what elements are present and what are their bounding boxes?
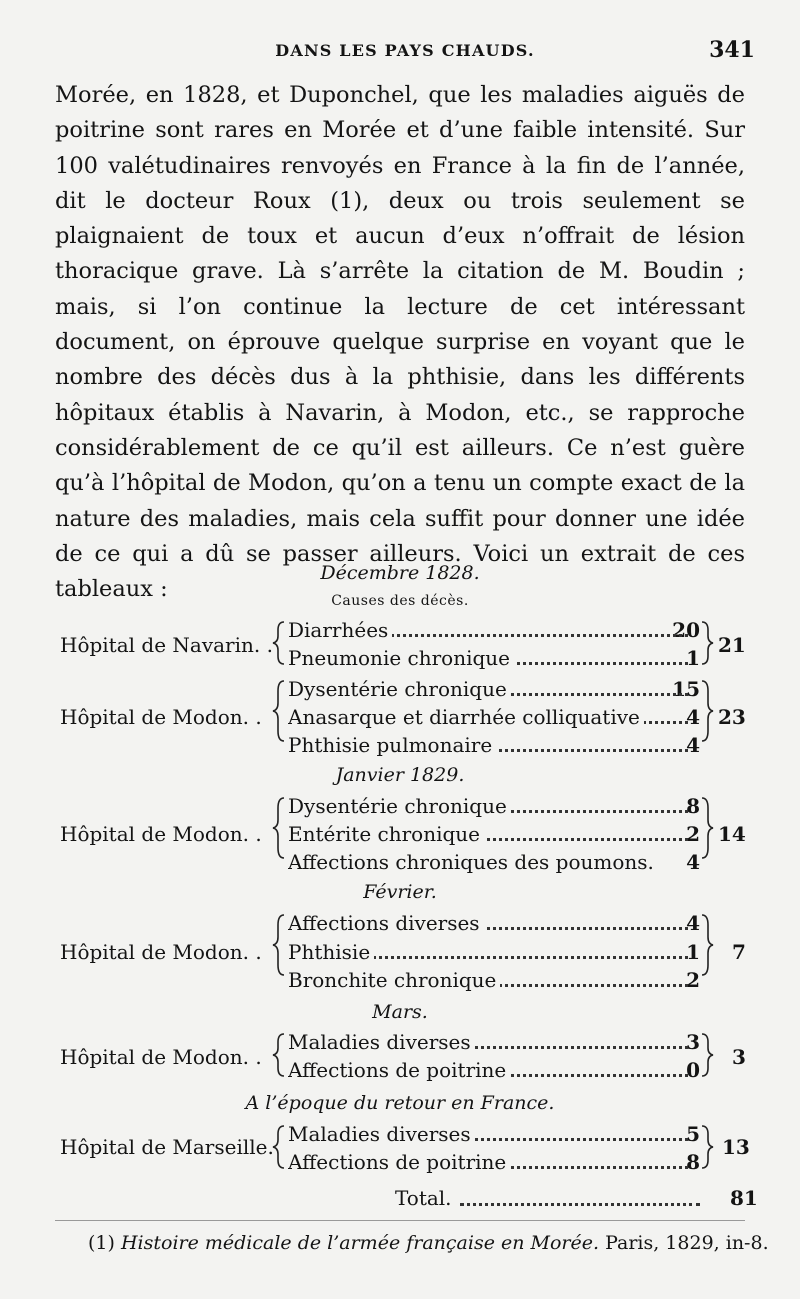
left-brace xyxy=(273,1034,284,1076)
cause-row xyxy=(288,733,688,757)
cause-row xyxy=(288,677,688,701)
cause-label: Dysentérie chronique xyxy=(288,794,511,818)
left-brace xyxy=(273,681,284,741)
month-heading: A l’époque du retour en France. xyxy=(245,1092,555,1114)
body-paragraph xyxy=(55,78,745,607)
cause-value: 2 xyxy=(686,968,700,992)
cause-label: Anasarque et diarrhée colliquative xyxy=(288,705,644,729)
right-brace xyxy=(702,798,713,858)
cause-row xyxy=(288,1030,688,1054)
left-brace xyxy=(273,798,284,858)
cause-row xyxy=(288,1150,688,1174)
left-brace xyxy=(273,622,284,664)
cause-label: Pneumonie chronique xyxy=(288,646,514,670)
cause-value: 1 xyxy=(686,940,700,964)
group-total: 13 xyxy=(722,1135,750,1159)
right-brace xyxy=(702,915,713,975)
cause-row xyxy=(288,705,688,729)
cause-label: Affections de poitrine xyxy=(288,1058,510,1082)
footnote xyxy=(88,1232,769,1254)
cause-label: Entérite chronique xyxy=(288,822,484,846)
leader-dots xyxy=(460,1203,700,1206)
month-heading: Janvier 1829. xyxy=(335,764,465,786)
cause-row xyxy=(288,646,688,670)
grand-total: 81 xyxy=(730,1186,758,1210)
cause-value: 4 xyxy=(686,911,700,935)
cause-row xyxy=(288,911,688,935)
cause-row xyxy=(288,1058,688,1082)
cause-value: 2 xyxy=(686,822,700,846)
cause-value: 15 xyxy=(672,677,700,701)
footnote-rest: Paris, 1829, in-8. xyxy=(605,1232,769,1254)
cause-value: 1 xyxy=(686,646,700,670)
cause-row xyxy=(288,618,688,642)
cause-label: Phthisie xyxy=(288,940,374,964)
footnote-rule xyxy=(55,1220,745,1221)
page-number: 341 xyxy=(709,37,755,63)
left-brace xyxy=(273,1126,284,1168)
cause-label: Bronchite chronique xyxy=(288,968,500,992)
month-heading: Décembre 1828. xyxy=(320,562,480,584)
group-total: 3 xyxy=(732,1045,746,1069)
right-brace xyxy=(702,681,713,741)
hospital-label: Hôpital de Modon. . xyxy=(60,822,262,846)
total-label: Total. xyxy=(395,1186,452,1210)
month-heading: Mars. xyxy=(372,1001,428,1023)
group-total: 21 xyxy=(718,633,746,657)
cause-label: Affections diverses xyxy=(288,911,484,935)
cause-row xyxy=(288,822,688,846)
cause-row xyxy=(288,850,688,874)
cause-label: Affections chroniques des poumons. xyxy=(288,850,658,874)
cause-value: 8 xyxy=(686,794,700,818)
footnote-title: Histoire médicale de l’armée française en Morée. xyxy=(120,1232,600,1254)
cause-label: Phthisie pulmonaire xyxy=(288,733,496,757)
cause-row xyxy=(288,1122,688,1146)
group-total: 14 xyxy=(718,822,746,846)
cause-label: Diarrhées xyxy=(288,618,392,642)
cause-value: 4 xyxy=(686,733,700,757)
cause-value: 3 xyxy=(686,1030,700,1054)
month-heading: Février. xyxy=(363,881,437,903)
hospital-label: Hôpital de Modon. . xyxy=(60,1045,262,1069)
cause-label: Maladies diverses xyxy=(288,1030,475,1054)
cause-value: 5 xyxy=(686,1122,700,1146)
cause-label: Affections de poitrine xyxy=(288,1150,510,1174)
cause-row xyxy=(288,794,688,818)
hospital-label: Hôpital de Modon. . xyxy=(60,940,262,964)
group-total: 7 xyxy=(732,940,746,964)
running-header xyxy=(55,37,755,67)
cause-label: Maladies diverses xyxy=(288,1122,475,1146)
paragraph-text: Morée, en 1828, et Duponchel, que les maladies aiguës de poitrine sont rares en Morée et d’une faible intensité. Sur 100 valétudinaires renvoyés en France à la fin de l’année, dit le docteur Roux (1), deux ou trois seulement se plaignaient de toux et aucun d’eux n’offrait de lésion thoracique grave. Là s’arrête la citation de M. Boudin ; mais, si l’on continue la lecture de cet intéressant document, on éprouve quelque surprise en voyant que le nombre des décès dus à la phthisie, dans les différents hôpitaux établis à Navarin, à Modon, etc., se rapproche considérablement de ce qu’il est ailleurs. Ce n’est guère qu’à l’hôpital de Modon, qu’on a tenu un compte exact de la nature des maladies, mais cela suffit pour donner une idée de ce qui a dû se passer ailleurs. Voici un extrait de ces tableaux : xyxy=(55,82,745,603)
right-brace xyxy=(702,622,713,664)
left-brace xyxy=(273,915,284,975)
cause-value: 20 xyxy=(672,618,700,642)
causes-heading: Causes des décès. xyxy=(331,593,469,609)
total-row xyxy=(0,1186,800,1216)
footnote-marker: (1) xyxy=(88,1232,115,1254)
hospital-label: Hôpital de Modon. . xyxy=(60,705,262,729)
cause-label: Dysentérie chronique xyxy=(288,677,511,701)
right-brace xyxy=(702,1034,713,1076)
running-title: DANS LES PAYS CHAUDS. xyxy=(275,41,535,60)
cause-row xyxy=(288,940,688,964)
right-brace xyxy=(702,1126,713,1168)
cause-value: 4 xyxy=(686,850,700,874)
hospital-label: Hôpital de Marseille. xyxy=(60,1135,274,1159)
cause-row xyxy=(288,968,688,992)
cause-value: 8 xyxy=(686,1150,700,1174)
group-total: 23 xyxy=(718,705,746,729)
hospital-label: Hôpital de Navarin. . xyxy=(60,633,273,657)
cause-value: 4 xyxy=(686,705,700,729)
cause-value: 0 xyxy=(686,1058,700,1082)
